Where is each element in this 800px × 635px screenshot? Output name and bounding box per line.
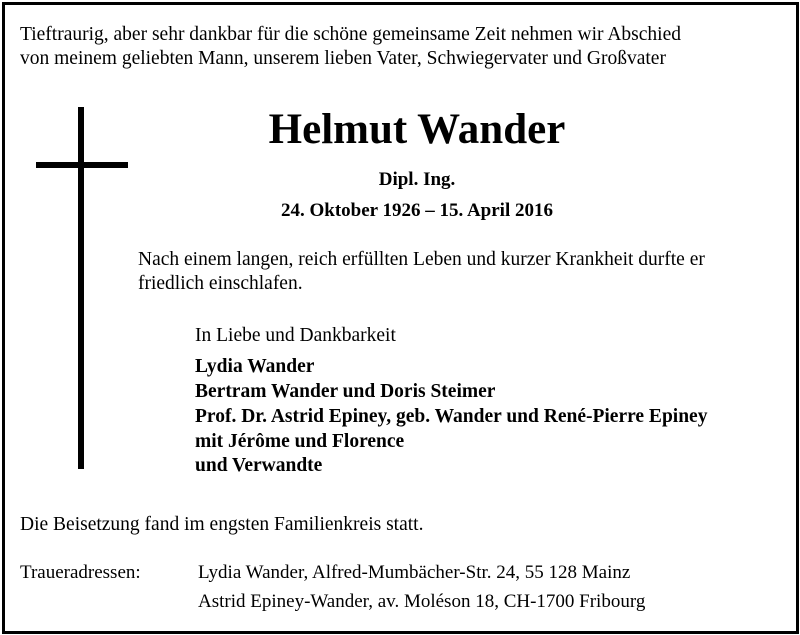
mourners-intro: In Liebe und Dankbarkeit: [195, 325, 396, 346]
mourner-name: mit Jérôme und Florence: [195, 431, 405, 452]
deceased-title: Dipl. Ing.: [378, 169, 456, 190]
message-line-1: Nach einem langen, reich erfüllten Leben und kurzer Krankheit durfte er: [138, 249, 705, 270]
intro-line-2: von meinem geliebten Mann, unserem lieben Vater, Schwiegervater und Großvater: [20, 48, 666, 69]
mourning-address: Lydia Wander, Alfred-Mumbächer-Str. 24, 55 128 Mainz: [198, 562, 631, 583]
cross-icon-horizontal-bar: [36, 162, 128, 168]
intro-line-1: Tieftraurig, aber sehr dankbar für die schöne gemeinsame Zeit nehmen wir Abschied: [20, 24, 681, 45]
mourner-name: Lydia Wander: [195, 356, 315, 377]
message-line-2: friedlich einschlafen.: [138, 273, 303, 294]
mourner-name: Bertram Wander und Doris Steimer: [195, 381, 496, 402]
addresses-label: Traueradressen:: [20, 562, 141, 583]
cross-icon: [36, 107, 128, 469]
mourner-name: und Verwandte: [195, 455, 323, 476]
deceased-name: Helmut Wander: [268, 106, 566, 153]
life-dates: 24. Oktober 1926 – 15. April 2016: [281, 200, 553, 221]
funeral-note: Die Beisetzung fand im engsten Familienkreis statt.: [20, 514, 424, 535]
mourner-name: Prof. Dr. Astrid Epiney, geb. Wander und René-Pierre Epiney: [195, 406, 708, 427]
mourning-address: Astrid Epiney-Wander, av. Moléson 18, CH-1700 Fribourg: [198, 591, 646, 612]
